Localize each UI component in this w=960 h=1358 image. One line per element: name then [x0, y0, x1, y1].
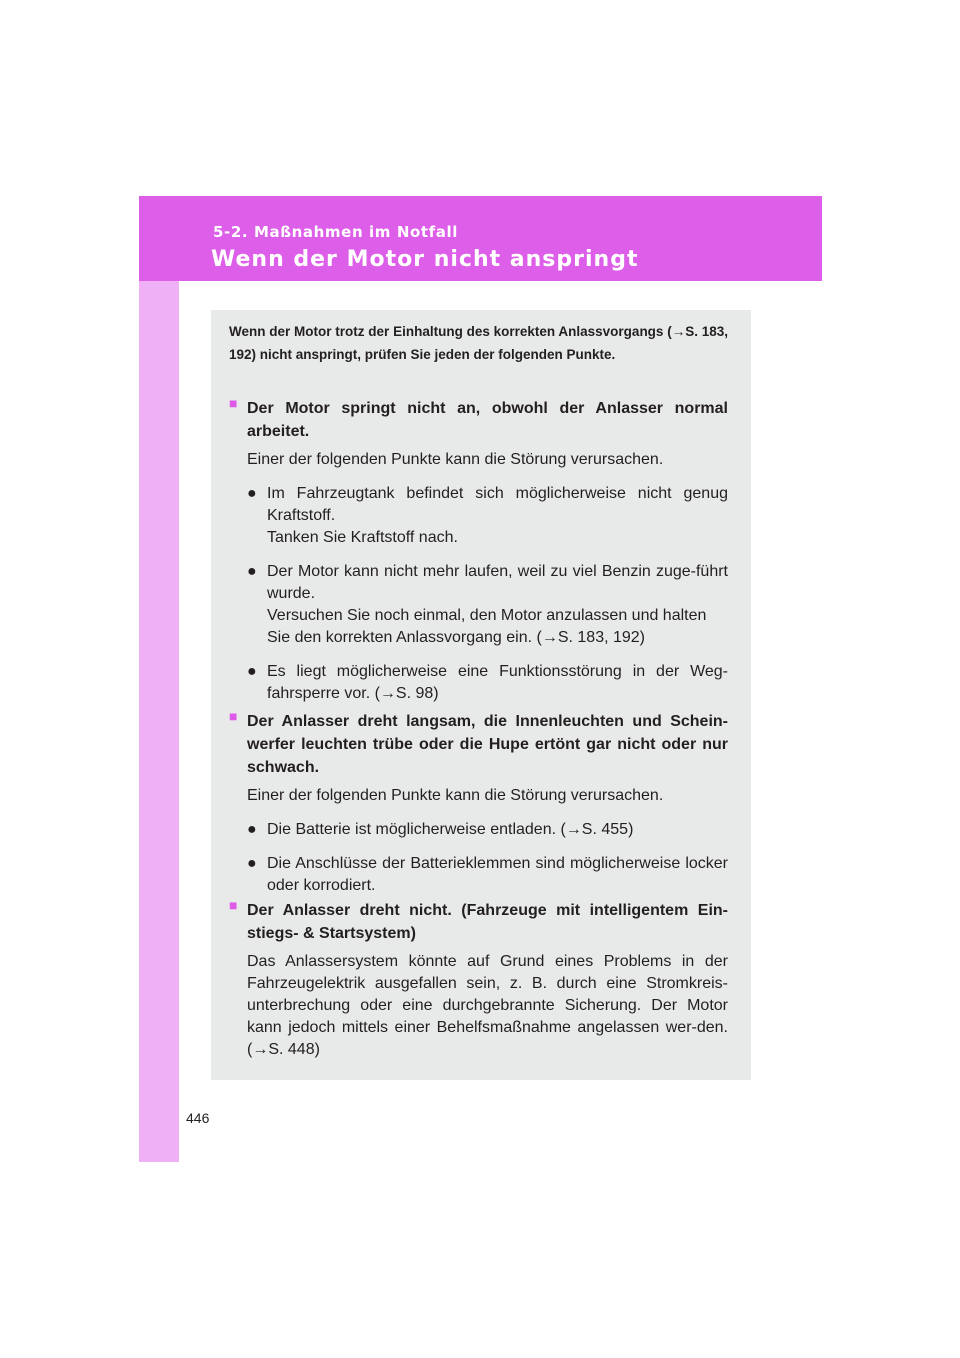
item-engine-not-starting: [229, 397, 728, 705]
list-item-subtext: Versuchen Sie noch einmal, den Motor anzulassen und halten Sie den korrekten Anlassvorgang ein. (→S. 183, 192): [267, 607, 707, 646]
item-description: Das Anlassersystem könnte auf Grund eines Problems in der Fahrzeugelektrik ausgefallen sein, z. B. durch eine Stromkreis-unterbrechung oder eine durchgebrannte Sicherung. Der Motor kann jedoch mittels einer Behelfsmaßnahme angelassen wer-den. (→S. 448): [247, 953, 728, 1058]
item-heading: Der Anlasser dreht langsam, die Innenleuchten und Schein-werfer leuchten trübe oder die Hupe ertönt gar nicht oder nur schwach.: [247, 713, 728, 776]
item-heading: Der Motor springt nicht an, obwohl der Anlasser normal arbeitet.: [247, 400, 728, 440]
square-bullet-icon: [229, 710, 242, 723]
bullet-dot-icon: ●: [247, 563, 257, 580]
square-bullet-icon: [229, 899, 242, 912]
list-item-text: Die Batterie ist möglicherweise entladen. (→S. 455): [267, 821, 634, 838]
bullet-dot-icon: ●: [247, 855, 257, 872]
list-item-text: Es liegt möglicherweise eine Funktionsstörung in der Weg-fahrsperre vor. (→S. 98): [267, 663, 728, 702]
list-item: [247, 483, 728, 549]
list-item: [247, 661, 728, 705]
intro-text: Wenn der Motor trotz der Einhaltung des korrekten Anlassvorgangs (→S. 183, 192) nicht anspringt, prüfen Sie jeden der folgenden Punkte.: [229, 324, 728, 362]
list-item: [247, 853, 728, 897]
item-starter-not-turning: [229, 899, 728, 1061]
page-title: Wenn der Motor nicht anspringt: [211, 247, 639, 272]
item-starter-slow: [229, 710, 728, 897]
list-item-text: Der Motor kann nicht mehr laufen, weil zu viel Benzin zuge-führt wurde.: [267, 563, 728, 602]
square-bullet-icon: [229, 397, 242, 410]
bullet-dot-icon: ●: [247, 485, 257, 502]
list-item-text: Im Fahrzeugtank befindet sich möglicherweise nicht genug Kraftstoff.: [267, 485, 728, 524]
item-heading: Der Anlasser dreht nicht. (Fahrzeuge mit intelligentem Ein-stiegs- & Startsystem): [247, 902, 728, 942]
bullet-dot-icon: ●: [247, 663, 257, 680]
list-item: [247, 819, 728, 841]
item-description: Einer der folgenden Punkte kann die Störung verursachen.: [247, 787, 664, 804]
list-item-subtext: Tanken Sie Kraftstoff nach.: [267, 529, 458, 546]
item-description: Einer der folgenden Punkte kann die Störung verursachen.: [247, 451, 664, 468]
left-color-strip: [139, 196, 179, 1162]
page-number: 446: [186, 1110, 210, 1126]
list-item: [247, 561, 728, 649]
section-label: 5-2. Maßnahmen im Notfall: [213, 223, 458, 241]
bullet-dot-icon: ●: [247, 821, 257, 838]
list-item-text: Die Anschlüsse der Batterieklemmen sind möglicherweise locker oder korrodiert.: [267, 855, 728, 894]
